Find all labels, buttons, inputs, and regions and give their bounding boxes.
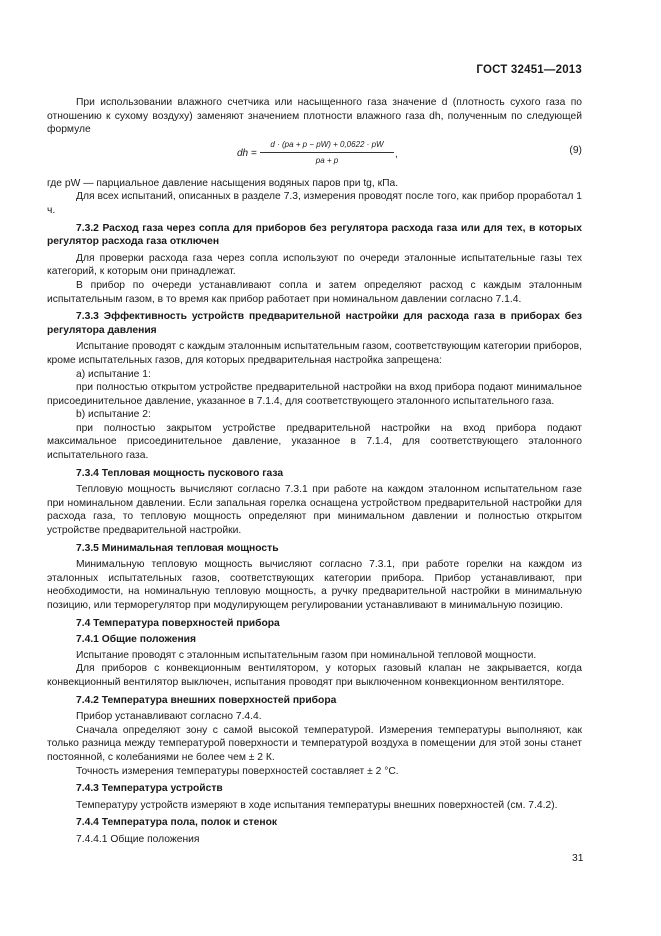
heading-7-3-4: 7.3.4 Тепловая мощность пускового газа	[76, 467, 284, 479]
formula-comma: ,	[395, 148, 398, 160]
paragraph-7-3-2-2: В прибор по очереди устанавливают сопла и затем определяют расход с каждым эталонным испытательным газом, в то время как прибор работает при номинальном давлении согласно 7.1.4.	[47, 279, 582, 305]
heading-7-3-3: 7.3.3 Эффективность устройств предварительной настройки для расхода газа в приборах без регулятора давления	[47, 311, 582, 336]
document-header: ГОСТ 32451—2013	[476, 64, 582, 76]
paragraph-7-4-2-3: Точность измерения температуры поверхностей составляет ± 2 °С.	[76, 765, 399, 777]
paragraph-7-4-1-2: Для приборов с конвекционным вентилятором, у которых газовый клапан не закрывается, когда конвекционный вентилятор выключен, испытания проводят при выключенном конвекционном вентиляторе.	[47, 663, 582, 688]
paragraph-7-4-2-1: Прибор устанавливают согласно 7.4.4.	[76, 711, 262, 723]
heading-7-4-1: 7.4.1 Общие положения	[76, 634, 196, 646]
formula-9	[47, 141, 582, 171]
list-item-b-text: при полностью закрытом устройстве предварительной настройки на вход прибора подают максимальное присоединительное давление, указанное в 7.1.4, для соответствующего эталонного испытательного газа.	[47, 422, 582, 462]
list-item-a-text: при полностью открытом устройстве предварительной настройки на вход прибора подают минимальное присоединительное давление, указанное в 7.1.4, для соответствующего эталонного испытательного газа.	[47, 382, 582, 407]
paragraph-7-4-2-2: Сначала определяют зону с самой высокой температурой. Измерения температуры выполняют, как только разница между температурой поверхности и температурой воздуха в помещении для этой зоны станет постоянной, с колебаниями не более чем ± 2 К.	[47, 724, 582, 763]
list-item-b-label: b) испытание 2:	[76, 409, 151, 421]
formula-numerator: d · (pa + p − pW) + 0,0622 · pW	[260, 138, 394, 154]
paragraph-intro: При использовании влажного счетчика или насыщенного газа значение d (плотность сухого газа по отношению к сухому воздуху) заменяют значением плотности влажного газа dh, полученным по следующей формуле	[47, 97, 582, 136]
heading-7-4-3: 7.4.3 Температура устройств	[76, 783, 223, 795]
paragraph-7-3-2-1: Для проверки расхода газа через сопла используют по очереди эталонные испытательные газы тех категорий, к которым они принадлежат.	[47, 252, 582, 278]
paragraph-7-3-3-1: Испытание проводят с каждым эталонным испытательным газом, соответствующим категории приборов, кроме испытательных газов, для которых предварительная настройка запрещена:	[47, 341, 582, 366]
paragraph-where: где pW — парциальное давление насыщения водяных паров при tg, кПа.	[47, 177, 399, 189]
paragraph-7-4-1-1: Испытание проводят с эталонным испытательным газом при номинальной тепловой мощности.	[76, 649, 537, 661]
heading-7-4-4-1: 7.4.4.1 Общие положения	[76, 833, 200, 845]
paragraph-all-tests: Для всех испытаний, описанных в разделе 7.3, измерения проводят после того, как прибор проработал 1 ч.	[47, 191, 582, 216]
heading-7-4: 7.4 Температура поверхностей прибора	[76, 617, 280, 629]
heading-7-4-4: 7.4.4 Температура пола, полок и стенок	[76, 817, 278, 829]
heading-7-3-5: 7.3.5 Минимальная тепловая мощность	[76, 542, 279, 554]
paragraph-7-3-5-1: Минимальную тепловую мощность вычисляют согласно 7.3.1, при работе горелки на каждом из эталонных испытательных газов, соответствующих категории прибора. Прибор устанавливают, при необходимости, на номинальную тепловую мощность, а ручку предварительной настройки в минимальную позицию, или терморегулятор при модулирующем регулировании устанавливают в минимальную позицию.	[47, 559, 582, 611]
formula-denominator: pa + p	[315, 156, 339, 166]
heading-7-3-2: 7.3.2 Расход газа через сопла для приборов без регулятора расхода газа или для тех, в которых регулятор расхода газа отключен	[47, 222, 582, 248]
formula-number: (9)	[569, 144, 582, 156]
paragraph-7-4-3-1: Температуру устройств измеряют в ходе испытания температуры внешних поверхностей (см. 7.4.2).	[76, 799, 558, 811]
heading-7-4-2: 7.4.2 Температура внешних поверхностей прибора	[76, 694, 337, 706]
formula-lhs: dh =	[237, 147, 257, 159]
page-number: 31	[572, 853, 584, 864]
page-body	[47, 96, 582, 847]
formula-fraction	[260, 138, 394, 168]
paragraph-7-3-4-1: Тепловую мощность вычисляют согласно 7.3.1 при работе на каждом эталонном испытательном газе при номинальном давлении. Если запальная горелка оснащена устройством предварительной настройки для расхода газа, то тепловую мощность определяют при минимальном давлении и полностью открытом устройстве предварительной настройки.	[47, 484, 582, 537]
list-item-a-label: a) испытание 1:	[76, 368, 151, 380]
